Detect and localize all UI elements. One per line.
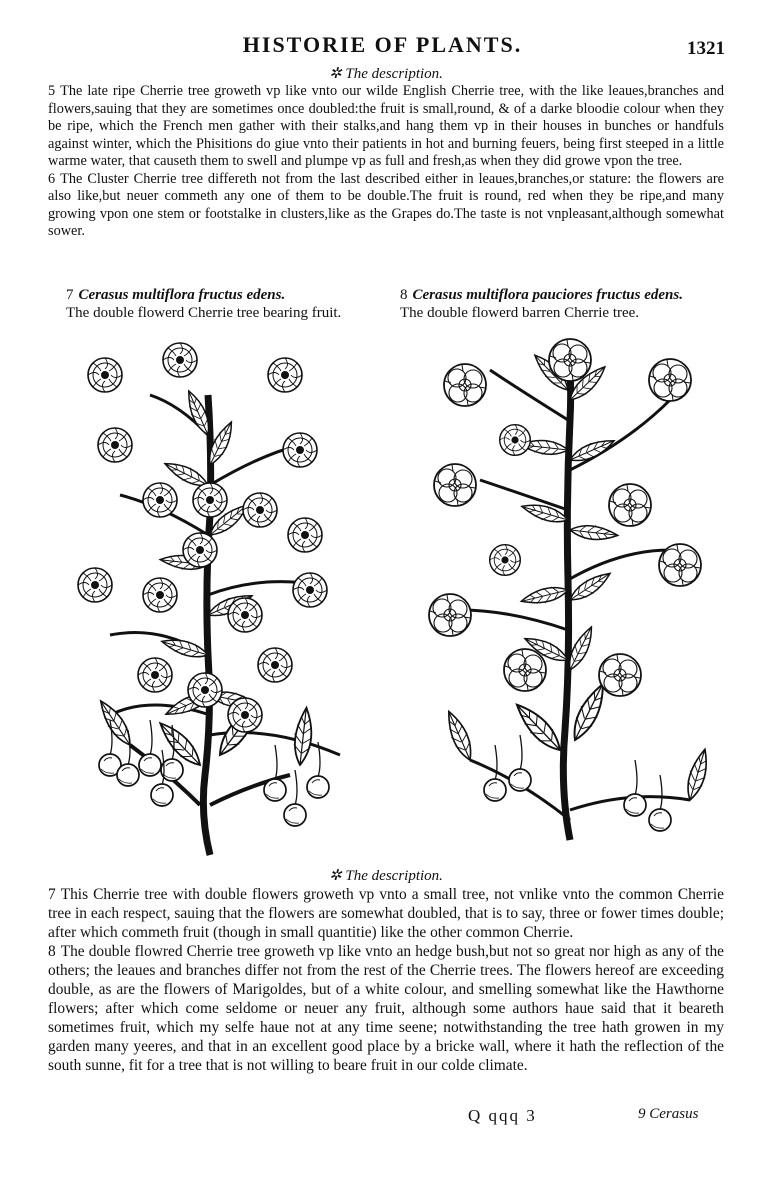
paragraph-text: The Cluster Cherrie tree differeth not from the last described either in leaues,branches,or stature: the flowers are also like,but neuer commeth any one of them to be double.The fruit is round, red when they be ripe,and many growing vpon one stem or footstalke in clusters,like as the Grapes do.The taste is not vnpleasant,although somewhat sower. [48,170,724,239]
figure-latin-name: Cerasus multiflora fructus edens. [78,287,286,303]
running-head: HISTORIE OF PLANTS. [242,32,523,57]
figure-caption-7 [66,286,411,322]
figure-latin-name: Cerasus multiflora pauciores fructus edens. [412,287,683,303]
paragraph [48,83,724,171]
paragraph-number: 8 [48,943,56,960]
paragraph-text: This Cherrie tree with double flowers groweth vp vnto a small tree, not vnlike vnto the common Cherrie tree in each respect, sauing that the flowers are somewhat doubled, that is to say, three or fower times double; after which commeth fruit (though in small quantitie) like the other common Cherrie. [48,886,724,941]
paragraph-text: The late ripe Cherrie tree groweth vp like vnto our wilde English Cherrie tree, with the like leaues,branches and flowers,sauing that they are sometimes once doubled:the fruit is small,round, & of a darke bloodie colour when they be ripe, which the French men gather with their stalks,and hang them vp in their houses in bunches or handfuls against winter, which the Phisitions do giue vnto their patients in hot and burning feuers, being first steeped in a little warme water, that causeth them to swell and plumpe vp as full and fresh,as when they did growe vpon the tree. [48,83,724,169]
signature-mark: Q qqq 3 [468,1106,537,1125]
catchword: 9 Cerasus [638,1106,699,1122]
paragraph-number: 7 [48,886,56,903]
paragraph-number: 6 [48,170,56,187]
paragraph-number: 5 [48,83,56,99]
page-number: 1321 [687,38,725,59]
paragraph-text: The double flowred Cherrie tree groweth vp like vnto an hedge bush,but not so great nor high as any of the others; the leaues and branches differ not from the rest of the Cherrie trees. The flowers hereof are exceeding double, as are the flowers of Marigoldes, but of a white colour, and smelling somewhat like the Hawthorne flowers; after which come seldome or neuer any fruit, although some authors haue said that it beareth sometimes fruit, which my selfe haue not at any time seene; notwithstanding the tree hath growen in my garden many yeeres, and that in an excellent good place by a bricke wall, where it hath the reflection of the south sunne, fit for a tree that is not willing to beare fruit in our colde climate. [48,943,724,1074]
figure-english-name: The double flowerd barren Cherrie tree. [400,305,640,321]
figure-number: 8 [400,287,408,303]
woodcut-cherry-tree-fruiting [50,335,380,860]
figure-caption-8 [400,286,710,322]
paragraph [48,885,724,942]
woodcut-cherry-tree-barren [410,330,720,850]
figure-number: 7 [66,287,74,303]
description-section-1 [48,64,724,241]
section-heading: ✲ The description. [329,66,443,82]
paragraph [48,171,724,241]
description-section-2 [48,866,724,1075]
figure-english-name: The double flowerd Cherrie tree bearing fruit. [66,305,342,321]
paragraph [48,942,724,1075]
section-heading: ✲ The description. [329,868,443,884]
